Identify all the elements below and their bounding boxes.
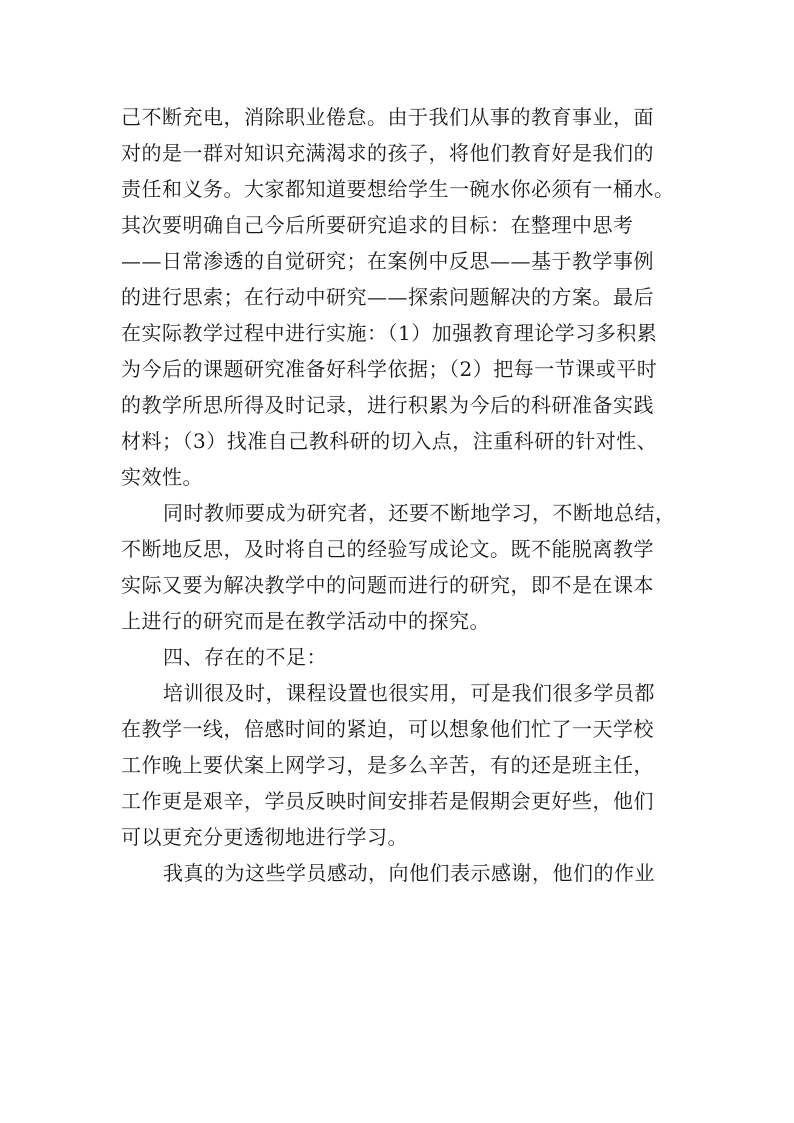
text-line: 在教学一线，倍感时间的紧迫，可以想象他们忙了一天学校 [121,717,654,741]
text-line: 实际又要为解决教学中的问题而进行的研究，即不是在课本 [121,573,654,597]
text-line: 在实际教学过程中进行实施：（1）加强教育理论学习多积累 [121,321,658,345]
text-line: 其次要明确自己今后所要研究追求的目标：在整理中思考 [121,213,634,237]
text-line: 上进行的研究而是在教学活动中的探究。 [121,609,490,633]
text-line: 实效性。 [121,465,203,489]
text-line: ——日常渗透的自觉研究；在案例中反思——基于教学事例 [121,249,654,273]
text-line: 对的是一群对知识充满渴求的孩子，将他们教育好是我们的 [121,141,654,165]
text-line: 为今后的课题研究准备好科学依据；（2）把每一节课或平时 [121,357,658,381]
paragraph-first-line: 同时教师要成为研究者，还要不断地学习，不断地总结， [163,501,676,525]
text-line: 责任和义务。大家都知道要想给学生一碗水你必须有一桶水。 [121,177,675,201]
text-line: 的教学所思所得及时记录，进行积累为今后的科研准备实践 [121,393,654,417]
paragraph-first-line: 我真的为这些学员感动，向他们表示感谢，他们的作业 [163,861,655,885]
text-line: 工作晚上要伏案上网学习，是多么辛苦，有的还是班主任， [121,753,654,777]
paragraph-first-line: 培训很及时，课程设置也很实用，可是我们很多学员都 [163,681,655,705]
text-line: 可以更充分更透彻地进行学习。 [121,825,408,849]
section-heading: 四、存在的不足： [163,645,327,669]
text-line: 工作更是艰辛，学员反映时间安排若是假期会更好些，他们 [121,789,654,813]
text-line: 己不断充电，消除职业倦怠。由于我们从事的教育事业，面 [121,105,654,129]
text-line: 不断地反思，及时将自己的经验写成论文。既不能脱离教学 [121,537,654,561]
text-line: 材料；（3）找准自己教科研的切入点，注重科研的针对性、 [121,429,658,453]
text-line: 的进行思索；在行动中研究——探索问题解决的方案。最后 [121,285,654,309]
